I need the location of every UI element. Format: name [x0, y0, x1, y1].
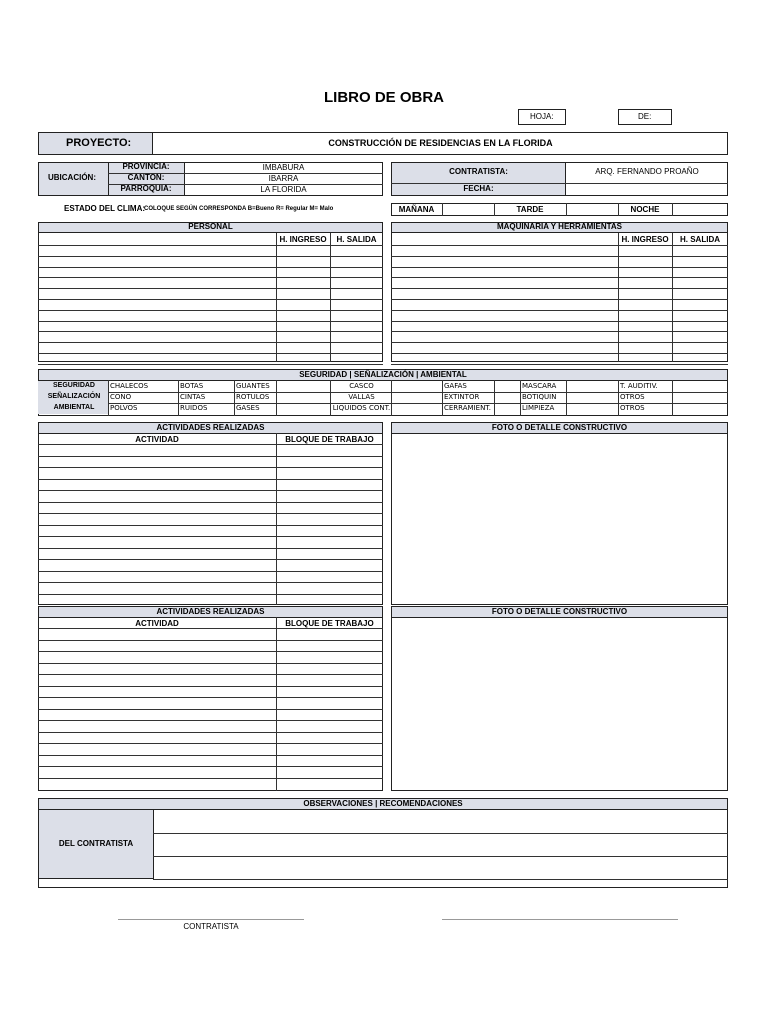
seguridad-item: CINTAS — [180, 393, 206, 401]
column-divider — [330, 233, 331, 362]
personal-row-line — [38, 288, 383, 289]
maquinaria-row-line — [391, 299, 728, 300]
actividad-row-line — [38, 594, 383, 595]
personal-row-line — [38, 342, 383, 343]
personal-title: PERSONAL — [188, 222, 233, 231]
actividad-row-line — [38, 513, 383, 514]
actividad-row-line — [38, 548, 383, 549]
actividad-row-line — [38, 536, 383, 537]
personal-row-line — [38, 331, 383, 332]
seguridad-item: LIMPIEZA — [522, 404, 555, 412]
seguridad-item: EXTINTOR — [444, 393, 480, 401]
actividad-row-line — [38, 582, 383, 583]
actividad-row-line — [38, 755, 383, 756]
actividad-row-line — [38, 502, 383, 503]
personal-h-salida: H. SALIDA — [336, 235, 377, 244]
maquinaria-h-salida: H. SALIDA — [680, 235, 720, 244]
seguridad-item: GAFAS — [444, 382, 467, 390]
actividad-row-line — [38, 743, 383, 744]
actividad-row-line — [38, 686, 383, 687]
seguridad-check-cell[interactable] — [274, 382, 278, 391]
parroquia-value[interactable]: LA FLORIDA — [260, 185, 307, 194]
seguridad-check-cell[interactable] — [560, 404, 564, 413]
column-divider — [391, 380, 392, 416]
clima-label: ESTADO DEL CLIMA: — [64, 204, 146, 213]
maquinaria-row-line — [391, 310, 728, 311]
obs-line-2[interactable] — [153, 856, 728, 857]
canton-label: CANTON: — [127, 173, 165, 182]
parroquia-label: PARROQUIA: — [120, 184, 172, 193]
seguridad-check-cell[interactable] — [658, 404, 670, 413]
foto-title-1: FOTO O DETALLE CONSTRUCTIVO — [491, 423, 628, 432]
signature-label-contratista: CONTRATISTA — [183, 922, 239, 931]
seguridad-item: CERRAMIENT. — [444, 404, 491, 412]
seguridad-check-cell[interactable] — [658, 382, 670, 391]
provincia-value[interactable]: IMBABURA — [262, 163, 305, 172]
contratista-label: CONTRATISTA: — [449, 167, 508, 176]
maquinaria-row-line — [391, 353, 728, 354]
seguridad-item: ROTULOS — [236, 393, 270, 401]
seguridad-check-cell[interactable] — [274, 404, 278, 413]
contratista-value[interactable]: ARQ. FERNANDO PROAÑO — [595, 167, 699, 176]
actividades-title-2: ACTIVIDADES REALIZADAS — [156, 607, 265, 616]
actividad-row-line — [38, 571, 383, 572]
column-divider — [672, 233, 673, 362]
fecha-label: FECHA: — [463, 184, 494, 193]
actividad-row-line — [38, 663, 383, 664]
foto-box-1[interactable] — [391, 422, 728, 605]
column-divider — [276, 433, 277, 605]
seguridad-item: MASCARA — [522, 382, 557, 390]
seguridad-check-cell[interactable] — [218, 382, 232, 391]
personal-row-line — [38, 353, 383, 354]
seguridad-row-label: SEGURIDAD — [38, 381, 108, 392]
seguridad-item: CASCO — [349, 382, 374, 390]
obs-line-1[interactable] — [153, 833, 728, 834]
seguridad-item: GASES — [236, 404, 260, 412]
actividad-row-line — [38, 732, 383, 733]
seguridad-item: POLVOS — [110, 404, 138, 412]
actividad-row-line — [38, 467, 383, 468]
seguridad-item: RUIDOS — [180, 404, 208, 412]
actividad-row-line — [38, 559, 383, 560]
personal-row-line — [38, 310, 383, 311]
signature-line-right[interactable] — [442, 919, 678, 920]
seguridad-item: GUANTES — [236, 382, 270, 390]
actividad-row-line — [38, 778, 383, 779]
seguridad-check-cell[interactable] — [218, 404, 232, 413]
personal-row-line — [38, 364, 383, 365]
actividades-title-1: ACTIVIDADES REALIZADAS — [156, 423, 265, 432]
provincia-label: PROVINCIA: — [122, 162, 170, 171]
seguridad-item: OTROS — [620, 393, 645, 401]
del-contratista-label: DEL CONTRATISTA — [58, 839, 134, 848]
actividad-header-2: ACTIVIDAD — [135, 619, 179, 628]
actividad-row-line — [38, 490, 383, 491]
actividad-row-line — [38, 456, 383, 457]
seguridad-item: VALLAS — [348, 393, 375, 401]
clima-hint: COLOQUE SEGÚN CORRESPONDA B=Bueno R= Regular M= Malo — [144, 206, 334, 212]
seguridad-check-cell[interactable] — [482, 404, 492, 413]
seguridad-check-cell[interactable] — [560, 382, 564, 391]
seguridad-check-cell[interactable] — [218, 393, 232, 402]
ubicacion-label: UBICACIÓN: — [48, 173, 96, 182]
maquinaria-h-ingreso: H. INGRESO — [621, 235, 669, 244]
page-title: LIBRO DE OBRA — [324, 89, 444, 106]
column-divider — [276, 617, 277, 791]
seguridad-item: CHALECOS — [110, 382, 149, 390]
personal-row-line — [38, 299, 383, 300]
foto-title-2: FOTO O DETALLE CONSTRUCTIVO — [491, 607, 628, 616]
signature-line-contratista[interactable] — [118, 919, 304, 920]
column-divider — [672, 380, 673, 416]
seguridad-row-label: SEÑALIZACIÓN — [38, 392, 108, 403]
obs-line-3[interactable] — [153, 879, 728, 880]
actividad-row-line — [38, 674, 383, 675]
personal-h-ingreso: H. INGRESO — [279, 235, 327, 244]
maquinaria-row-line — [391, 321, 728, 322]
seguridad-check-cell[interactable] — [274, 393, 278, 402]
clima-manana: MAÑANA — [398, 205, 435, 214]
maquinaria-row-line — [391, 256, 728, 257]
actividad-row-line — [38, 444, 383, 445]
actividad-row-line — [38, 697, 383, 698]
seguridad-item: BOTAS — [180, 382, 204, 390]
maquinaria-row-line — [391, 288, 728, 289]
actividades-table-2 — [38, 606, 383, 791]
canton-value[interactable]: IBARRA — [268, 174, 299, 183]
seguridad-check-cell[interactable] — [658, 393, 670, 402]
maquinaria-row-line — [391, 331, 728, 332]
actividad-row-line — [38, 651, 383, 652]
seguridad-check-cell[interactable] — [148, 382, 176, 391]
personal-row-line — [38, 245, 383, 246]
seguridad-check-cell[interactable] — [482, 393, 492, 402]
actividad-row-line — [38, 479, 383, 480]
actividad-row-line — [38, 628, 383, 629]
maquinaria-row-line — [391, 267, 728, 268]
observaciones-title: OBSERVACIONES | RECOMENDACIONES — [303, 799, 463, 808]
seguridad-row-label: AMBIENTAL — [38, 403, 108, 414]
personal-row-line — [38, 321, 383, 322]
bloque-header-2: BLOQUE DE TRABAJO — [285, 619, 374, 628]
hoja-label: HOJA: — [530, 112, 554, 121]
actividad-header-1: ACTIVIDAD — [135, 435, 179, 444]
seguridad-check-cell[interactable] — [370, 404, 389, 413]
seguridad-item: BOTIQUIN — [522, 393, 557, 401]
maquinaria-title: MAQUINARIA Y HERRAMIENTAS — [496, 222, 623, 231]
maquinaria-row-line — [391, 277, 728, 278]
seguridad-check-cell[interactable] — [560, 393, 564, 402]
seguridad-title: SEGURIDAD | SEÑALIZACIÓN | AMBIENTAL — [299, 370, 467, 379]
seguridad-item: OTROS — [620, 404, 645, 412]
personal-row-line — [38, 277, 383, 278]
column-divider — [276, 233, 277, 362]
maquinaria-row-line — [391, 245, 728, 246]
actividad-row-line — [38, 709, 383, 710]
actividad-row-line — [38, 766, 383, 767]
actividad-row-line — [38, 525, 383, 526]
maquinaria-row-line — [391, 342, 728, 343]
column-divider — [618, 233, 619, 362]
clima-tarde: TARDE — [516, 205, 544, 214]
seguridad-item: LIQUIDOS CONT. — [332, 404, 391, 412]
proyecto-value[interactable]: CONSTRUCCIÓN DE RESIDENCIAS EN LA FLORIDA — [328, 138, 553, 148]
seguridad-item: CONO — [110, 393, 132, 401]
actividad-row-line — [38, 640, 383, 641]
clima-noche: NOCHE — [630, 205, 660, 214]
foto-box-2[interactable] — [391, 606, 728, 791]
seguridad-check-cell[interactable] — [148, 404, 176, 413]
personal-row-line — [38, 267, 383, 268]
maquinaria-row-line — [391, 364, 728, 365]
seguridad-check-cell[interactable] — [148, 393, 176, 402]
seguridad-check-cell[interactable] — [482, 382, 492, 391]
bloque-header-1: BLOQUE DE TRABAJO — [285, 435, 374, 444]
column-divider — [566, 380, 567, 416]
personal-row-line — [38, 256, 383, 257]
actividad-row-line — [38, 720, 383, 721]
column-divider — [494, 380, 495, 416]
seguridad-check-cell[interactable] — [370, 393, 389, 402]
seguridad-check-cell[interactable] — [370, 382, 389, 391]
de-label: DE: — [638, 112, 652, 121]
seguridad-item: T. AUDITIV. — [620, 382, 658, 390]
proyecto-label: PROYECTO: — [66, 137, 132, 149]
